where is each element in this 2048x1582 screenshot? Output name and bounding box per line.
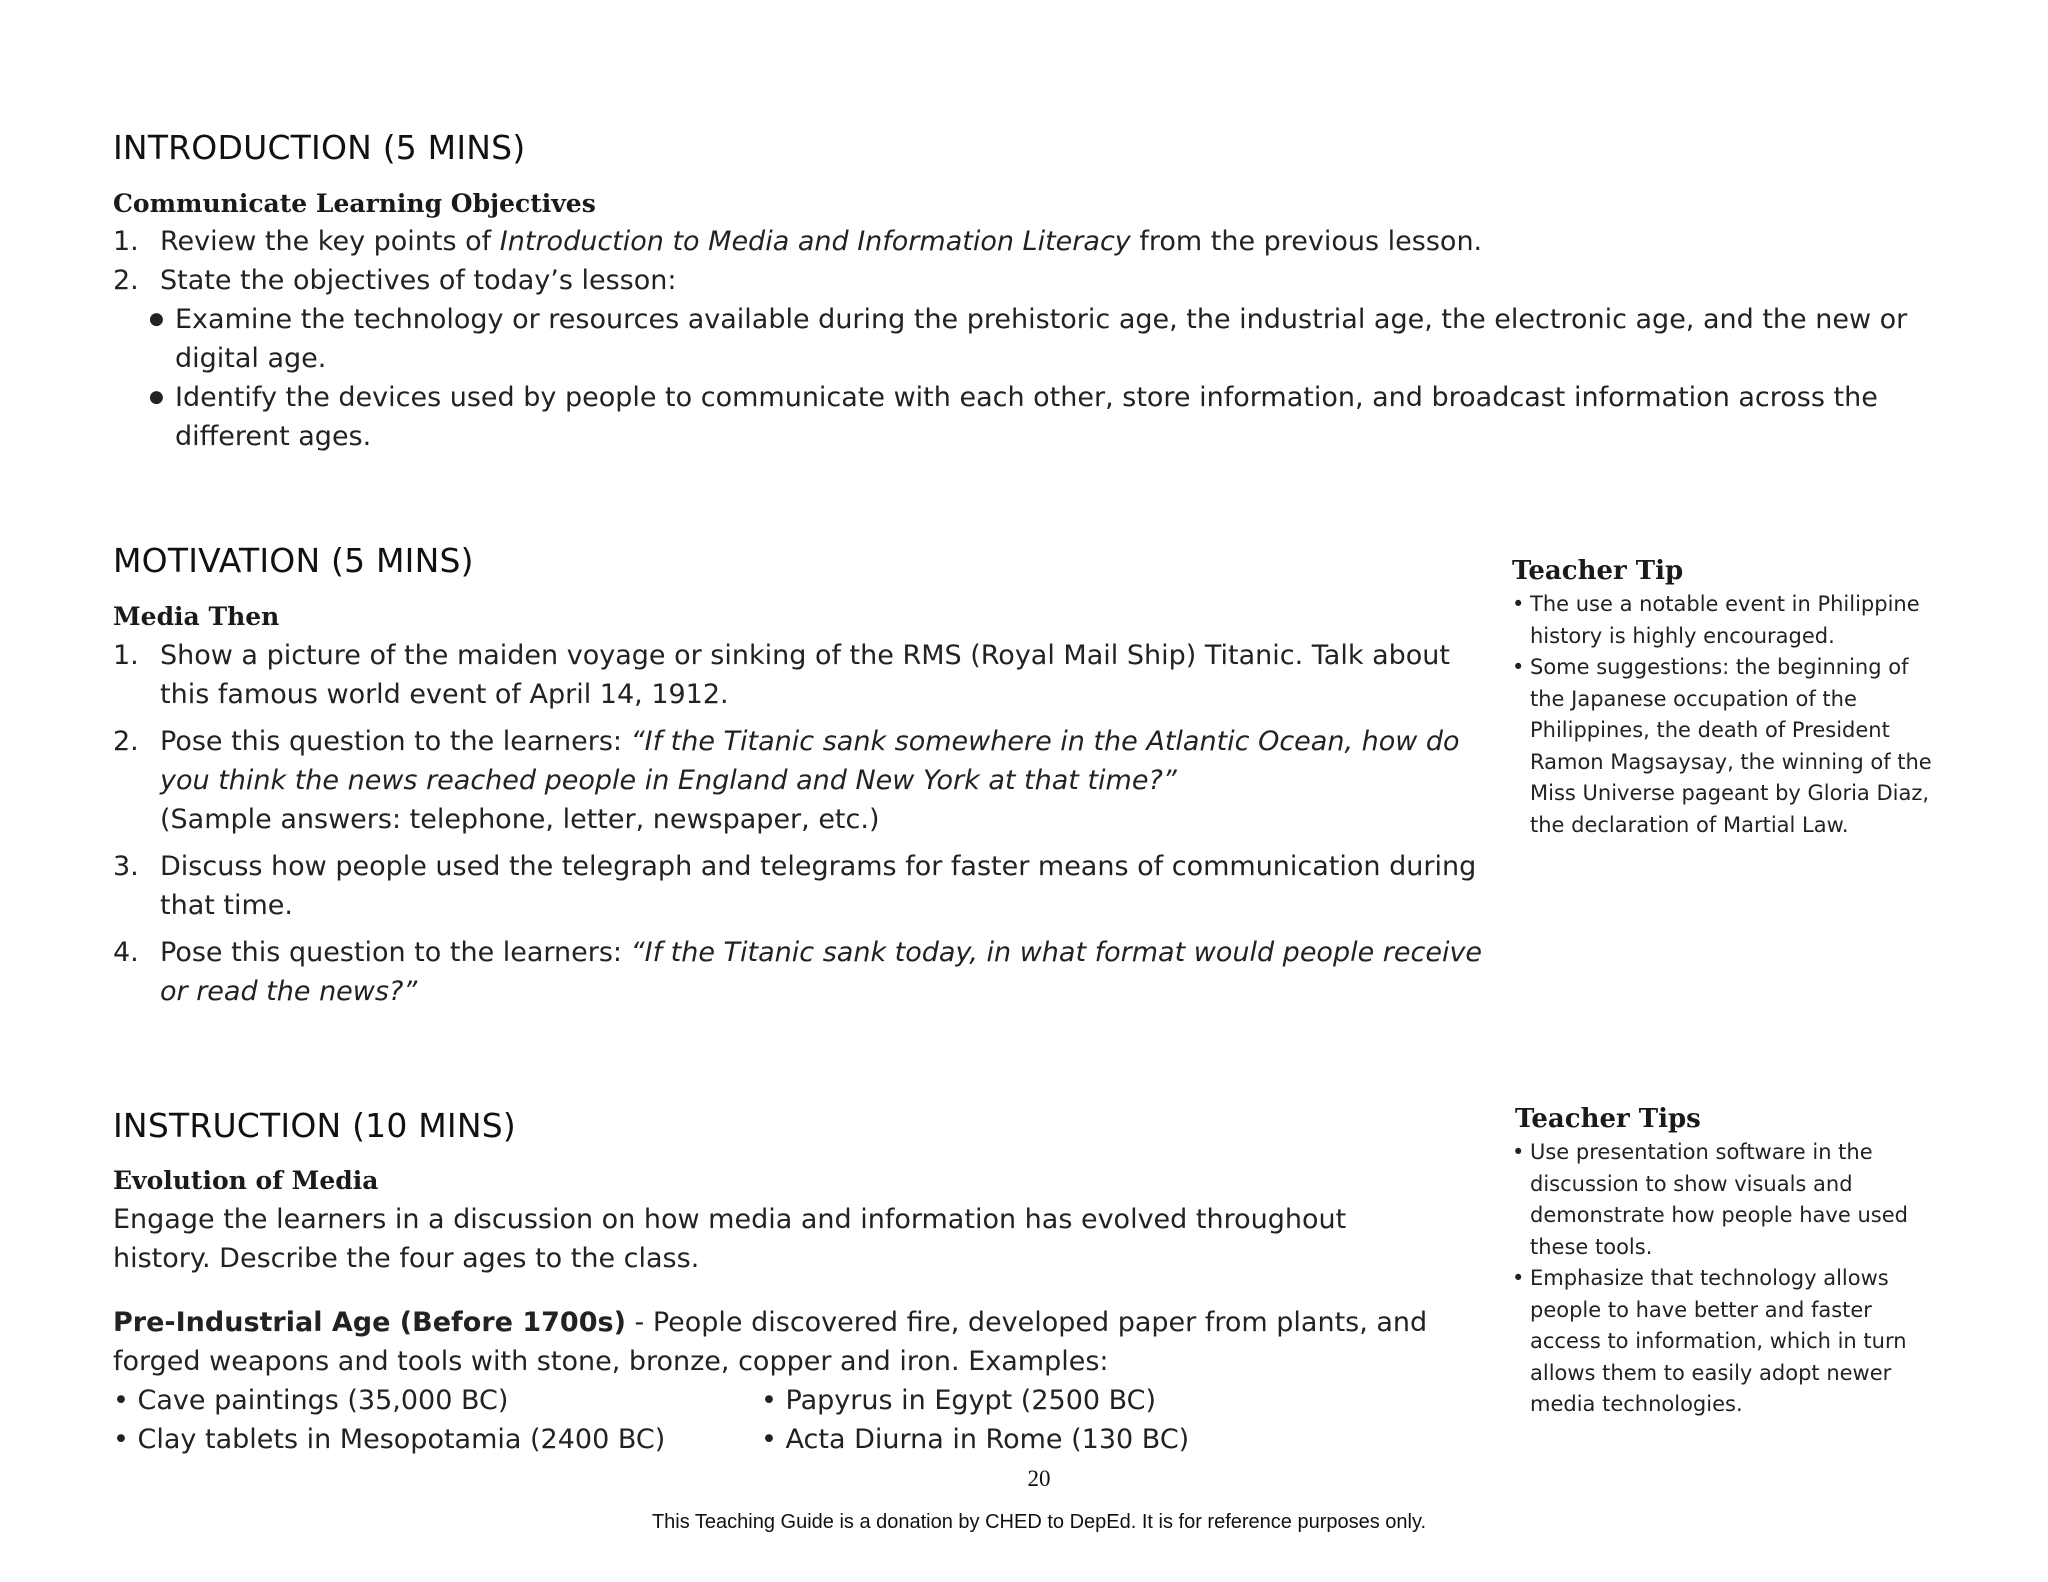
teacher-tips-item-2-text: Emphasize that technology allows people to have better and faster access to information, which in turn allows them to easily adopt newer media technologies. bbox=[1530, 1266, 1907, 1416]
teacher-tips-item-1-text: Use presentation software in the discussion to show visuals and demonstrate how people have used these tools. bbox=[1530, 1140, 1908, 1259]
example-text: Acta Diurna in Rome (130 BC) bbox=[785, 1424, 1190, 1455]
pre-industrial-paragraph bbox=[113, 1303, 1453, 1381]
pre-industrial-age-label: Pre-Industrial Age (Before 1700s) bbox=[113, 1307, 626, 1338]
bullet-dot-icon: ● bbox=[149, 309, 164, 329]
teacher-tips-list bbox=[1512, 1137, 1932, 1421]
motivation-heading: MOTIVATION (5 MINS) bbox=[113, 541, 474, 580]
intro-item-1-tail: from the previous lesson. bbox=[1130, 226, 1483, 257]
bullet-dot-icon: ● bbox=[149, 387, 164, 407]
motivation-item-4-text: Pose this question to the learners: bbox=[160, 937, 631, 968]
examples-column-2 bbox=[761, 1381, 1189, 1459]
example-text: Cave paintings (35,000 BC) bbox=[137, 1385, 509, 1416]
lesson-title-italic: Introduction to Media and Information Literacy bbox=[499, 226, 1131, 257]
teacher-tip-item-1 bbox=[1512, 589, 1942, 652]
bullet-dot-icon: • bbox=[113, 1424, 129, 1455]
bullet-dot-icon: • bbox=[1512, 655, 1525, 679]
bullet-dot-icon: • bbox=[1512, 592, 1525, 616]
teacher-tips-heading: Teacher Tips bbox=[1515, 1104, 1701, 1134]
bullet-dot-icon: • bbox=[1512, 1266, 1525, 1290]
introduction-heading: INTRODUCTION (5 MINS) bbox=[113, 128, 526, 167]
example-item bbox=[113, 1420, 665, 1459]
objective-bullet-1 bbox=[113, 300, 1943, 378]
teacher-tip-item-2 bbox=[1512, 652, 1942, 841]
example-item bbox=[761, 1381, 1189, 1420]
pre-industrial-age-text: - People discovered fire, developed paper from plants, and forged weapons and tools with stone, bronze, copper and iron. Examples: bbox=[113, 1307, 1428, 1377]
bullet-dot-icon: • bbox=[1512, 1140, 1525, 1164]
motivation-item-1-text: Show a picture of the maiden voyage or sinking of the RMS (Royal Mail Ship) Titanic. Talk about this famous world event of April 14, 1912. bbox=[160, 640, 1450, 710]
teacher-tip-item-2-text: Some suggestions: the beginning of the Japanese occupation of the Philippines, the death of President Ramon Magsaysay, the winning of the Miss Universe pageant by Gloria Diaz, the declaration of Martial Law. bbox=[1530, 655, 1932, 837]
teacher-tips-item-1 bbox=[1512, 1137, 1932, 1263]
media-then-subheading: Media Then bbox=[113, 602, 280, 631]
teacher-tip-item-1-text: The use a notable event in Philippine history is highly encouraged. bbox=[1530, 592, 1920, 648]
example-text: Papyrus in Egypt (2500 BC) bbox=[785, 1385, 1157, 1416]
example-text: Clay tablets in Mesopotamia (2400 BC) bbox=[137, 1424, 666, 1455]
example-item bbox=[761, 1420, 1189, 1459]
list-number: 2. bbox=[113, 265, 139, 296]
bullet-dot-icon: • bbox=[761, 1385, 777, 1416]
motivation-item-3 bbox=[113, 847, 1493, 925]
intro-list bbox=[113, 222, 1943, 456]
instruction-paragraph: Engage the learners in a discussion on how media and information has evolved throughout history. Describe the four ages to the class. bbox=[113, 1204, 1347, 1274]
list-number: 2. bbox=[113, 726, 139, 757]
objective-bullet-1-text: Examine the technology or resources available during the prehistoric age, the industrial age, the electronic age, and the new or digital age. bbox=[175, 304, 1908, 374]
teacher-tip-list bbox=[1512, 589, 1942, 841]
intro-item-2 bbox=[113, 261, 1943, 300]
motivation-item-4 bbox=[113, 933, 1493, 1011]
intro-item-1 bbox=[113, 222, 1943, 261]
objective-bullet-2 bbox=[113, 378, 1943, 456]
intro-item-1-text: Review the key points of bbox=[160, 226, 500, 257]
motivation-item-2 bbox=[113, 722, 1493, 839]
objective-bullet-2-text: Identify the devices used by people to communicate with each other, store information, and broadcast information across the different ages. bbox=[175, 382, 1878, 452]
teacher-tips-item-2 bbox=[1512, 1263, 1932, 1421]
instruction-heading: INSTRUCTION (10 MINS) bbox=[113, 1106, 516, 1145]
teacher-tip-heading: Teacher Tip bbox=[1512, 556, 1684, 586]
intro-item-2-text: State the objectives of today’s lesson: bbox=[160, 265, 677, 296]
evolution-subheading: Evolution of Media bbox=[113, 1166, 379, 1195]
list-number: 3. bbox=[113, 851, 139, 882]
motivation-item-2-text: Pose this question to the learners: bbox=[160, 726, 631, 757]
motivation-item-3-text: Discuss how people used the telegraph and telegrams for faster means of communication during that time. bbox=[160, 851, 1477, 921]
example-item bbox=[113, 1381, 665, 1420]
titanic-question-italic: “If the Titanic sank somewhere in the Atlantic Ocean, how do you think the news reached people in England and New York at that time?” bbox=[160, 726, 1460, 796]
sample-answers: (Sample answers: telephone, letter, newspaper, etc.) bbox=[160, 804, 880, 835]
titanic-today-question-italic: “If the Titanic sank today, in what format would people receive or read the news?” bbox=[160, 937, 1483, 1007]
examples-column-1 bbox=[113, 1381, 665, 1459]
objectives-subheading: Communicate Learning Objectives bbox=[113, 189, 596, 218]
motivation-item-1 bbox=[113, 636, 1493, 714]
list-number: 1. bbox=[113, 226, 139, 257]
bullet-dot-icon: • bbox=[113, 1385, 129, 1416]
list-number: 1. bbox=[113, 640, 139, 671]
footer-note: This Teaching Guide is a donation by CHED to DepEd. It is for reference purposes only. bbox=[651, 1511, 1427, 1533]
bullet-dot-icon: • bbox=[761, 1424, 777, 1455]
page-number: 20 bbox=[1027, 1466, 1051, 1491]
list-number: 4. bbox=[113, 937, 139, 968]
motivation-list bbox=[113, 636, 1493, 1011]
